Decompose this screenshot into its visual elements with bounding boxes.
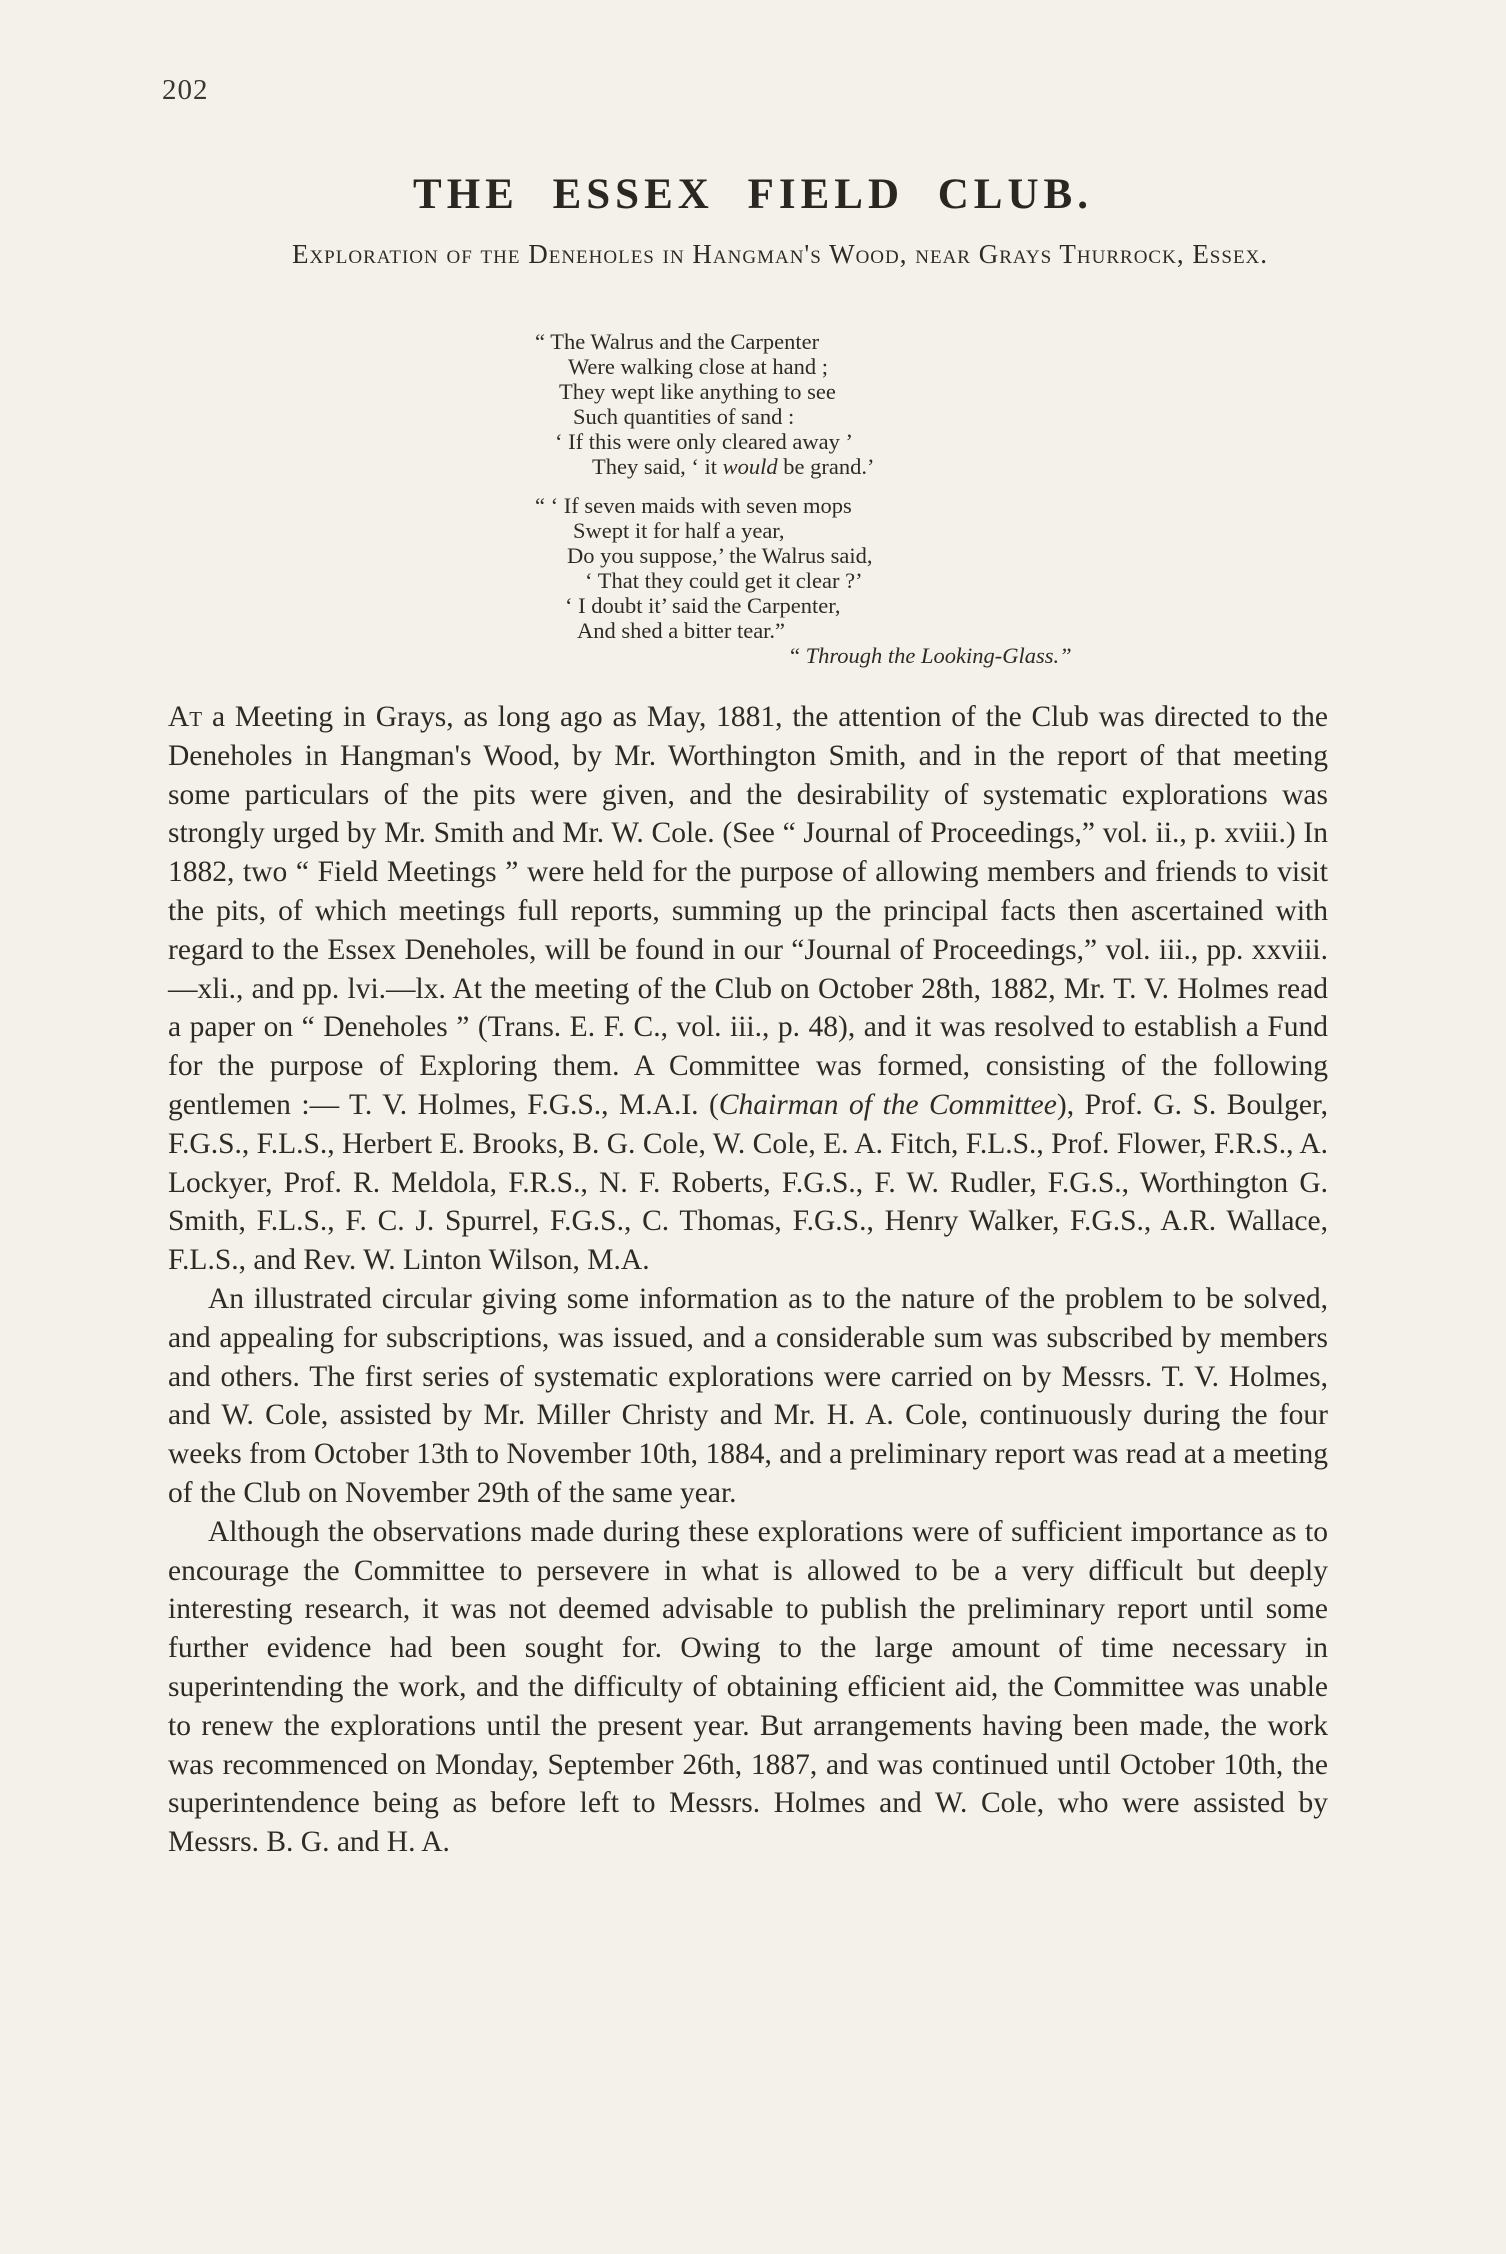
poem-line: “ The Walrus and the Carpenter <box>535 329 820 354</box>
paragraph-text: ), Prof. G. S. Boulger, F.G.S., F.L.S., Herbert E. Brooks, B. G. Cole, W. Cole, E. A. Fitch, F.L.S., Prof. Flower, F.R.S., A. Lockyer, Prof. R. Meldola, F.R.S., N. F. Roberts, F.G.S., F. W. Rudler, F.G.S., Worthington G. Smith, F.L.S., F. C. J. Spurrel, F.G.S., C. Thomas, F.G.S., Henry Walker, F.G.S., A.R. Wallace, F.L.S., and Rev. W. Linton Wilson, M.A. <box>168 1088 1328 1277</box>
page-subtitle: Exploration of the Deneholes in Hangman's Wood, near Grays Thurrock, Essex. <box>291 239 1269 269</box>
poem-line: Were walking close at hand ; <box>568 354 828 379</box>
paragraph-emphasis: Chairman of the Committee <box>718 1088 1057 1121</box>
paragraph <box>168 698 1328 1280</box>
poem-source <box>790 643 1072 668</box>
poem-line: They wept like anything to see <box>559 379 836 404</box>
paragraph: Although the observations made during these explorations were of sufficient importance as to encourage the Committee to persevere in what is allowed to be a very difficult but deeply interesting research, it was not deemed advisable to publish the preliminary report until some further evidence had been sought for. Owing to the large amount of time necessary in superintending the work, and the difficulty of obtaining efficient aid, the Committee was unable to renew the explorations until the present year. But arrangements having been made, the work was recommenced on Monday, September 26th, 1887, and was continued until October 10th, the superintendence being as before left to Messrs. Holmes and W. Cole, who were assisted by Messrs. B. G. and H. A. <box>168 1515 1328 1859</box>
paragraph-text: a Meeting in Grays, as long ago as May, 1881, the attention of the Club was directed to the Deneholes in Hangman's Wood, by Mr. Worthington Smith, and in the report of that meeting some particulars of the pits were given, and the desirability of systematic explorations was strongly urged by Mr. Smith and Mr. W. Cole. (See “ Journal of Proceedings,” vol. ii., p. xviii.) In 1882, two “ Field Meetings ” were held for the purpose of allowing members and friends to visit the pits, of which meetings full reports, summing up the principal facts then ascertained with regard to the Essex Deneholes, will be found in our “Journal of Proceedings,” vol. iii., pp. xxviii.—xli., and pp. lvi.—lx. At the meeting of the Club on October 28th, 1882, Mr. T. V. Holmes read a paper on “ Deneholes ” (Trans. E. F. C., vol. iii., p. 48), and it was resolved to establish a Fund for the purpose of Exploring them. A Committee was formed, consisting of the following gentlemen :— T. V. Holmes, F.G.S., M.A.I. ( <box>168 701 1328 1121</box>
poem-line: ‘ If this were only cleared away ’ <box>555 429 853 454</box>
page-title: THE ESSEX FIELD CLUB. <box>413 171 1093 218</box>
poem-line: Such quantities of sand : <box>573 404 795 429</box>
epigraph-poem <box>535 329 1072 668</box>
poem-line: They said, ‘ it would be grand.’ <box>592 454 875 479</box>
poem-line: “ ‘ If seven maids with seven mops <box>535 493 852 518</box>
poem-line: ‘ I doubt it’ said the Carpenter, <box>565 593 841 618</box>
poem-emphasis: would <box>722 454 778 479</box>
paragraph: An illustrated circular giving some information as to the nature of the problem to be solved, and appealing for subscriptions, was issued, and a considerable sum was subscribed by members and others. The first series of systematic explorations were carried on by Messrs. T. V. Holmes, and W. Cole, assisted by Mr. Miller Christy and Mr. H. A. Cole, continuously during the four weeks from October 13th to November 10th, 1884, and a preliminary report was read at a meeting of the Club on November 29th of the same year. <box>168 1282 1328 1509</box>
poem-line: ‘ That they could get it clear ?’ <box>585 568 863 593</box>
poem-line: Swept it for half a year, <box>573 518 785 543</box>
paragraph-lead-word: At <box>168 701 203 733</box>
article-body <box>168 698 1328 1862</box>
poem-source-title: Through the Looking-Glass.” <box>805 643 1072 668</box>
poem-source-quote: “ <box>790 643 800 668</box>
poem-line: And shed a bitter tear.” <box>577 618 786 643</box>
page-number: 202 <box>162 74 209 106</box>
poem-line: Do you suppose,’ the Walrus said, <box>567 543 873 568</box>
